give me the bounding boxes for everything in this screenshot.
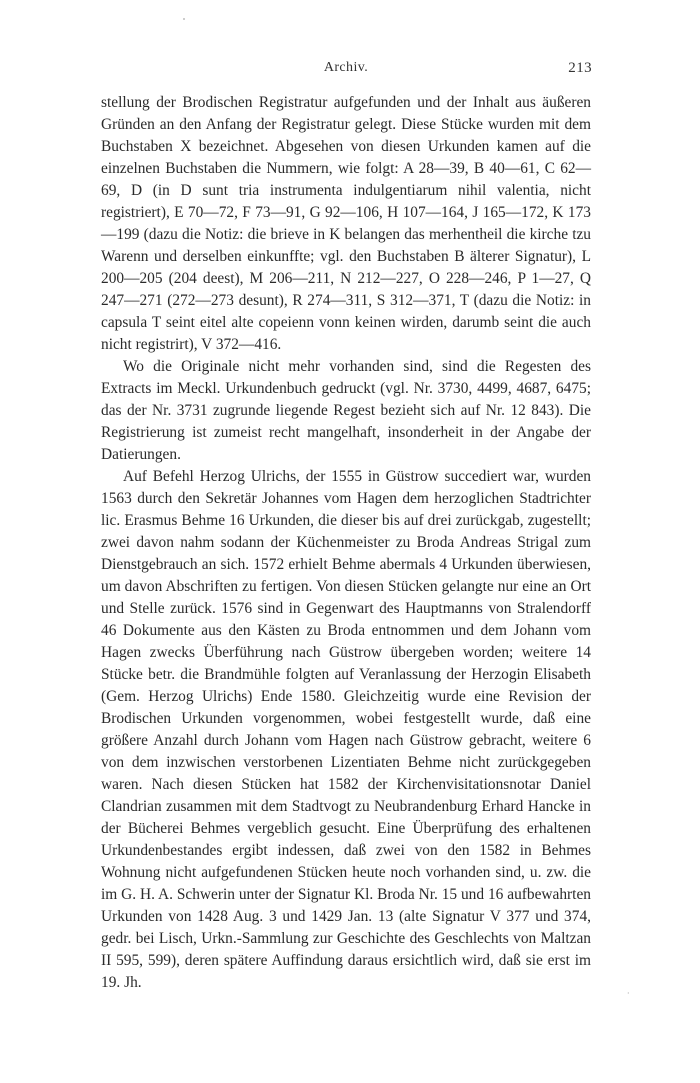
running-title: Archiv. xyxy=(323,60,369,75)
scan-speck xyxy=(183,18,185,20)
scan-speck: · xyxy=(627,989,630,998)
paragraph-herzog-ulrich: Auf Befehl Herzog Ulrichs, der 1555 in Güstrow succediert war, wurden 1563 durch den Sekretär Johannes vom Hagen dem herzoglichen Stadtrichter lic. Erasmus Behme 16 Urkunden, die dieser bis auf drei zurückgab, zugestellt; zwei davon nahm sodann der Küchenmeister zu Broda Andreas Strigal zum Dienstgebrauch an sich. 1572 erhielt Behme abermals 4 Urkunden überwiesen, um davon Abschriften zu fertigen. Von diesen Stücken gelangte nur eine an Ort und Stelle zurück. 1576 sind in Gegenwart des Hauptmanns von Stralendorff 46 Dokumente aus den Kästen zu Broda entnommen und dem Johann vom Hagen zwecks Überführung nach Güstrow übergeben worden; weitere 14 Stücke betr. die Brandmühle folgten auf Veranlassung der Herzogin Elisabeth (Gem. Herzog Ulrichs) Ende 1580. Gleichzeitig wurde eine Revision der Brodischen Urkunden vorgenommen, wobei festgestellt wurde, daß eine größere Anzahl durch Johann vom Hagen nach Güstrow gebracht, weitere 6 von dem inzwischen verstorbenen Lizentiaten Behme nicht zurückgegeben waren. Nach diesen Stücken hat 1582 der Kirchenvisitationsnotar Daniel Clandrian zusammen mit dem Stadtvogt zu Neubrandenburg Erhard Hancke in der Bücherei Behmes vergeblich gesucht. Eine Überprüfung des erhaltenen Urkundenbestandes ergibt indessen, daß zwei von den 1582 in Behmes Wohnung nicht aufgefundenen Stücken heute noch vorhanden sind, u. zw. die im G. H. A. Schwerin unter der Signatur Kl. Broda Nr. 15 und 16 aufbewahrten Urkunden von 1428 Aug. 3 und 1429 Jan. 13 (alte Signatur V 377 und 374, gedr. bei Lisch, Urkn.-Sammlung zur Geschichte des Geschlechts von Maltzan II 595, 599), deren spätere Auffindung daraus ersichtlich wird, daß sie erst im 19. Jh. xyxy=(101,468,591,991)
page-number: 213 xyxy=(568,60,592,76)
body-text xyxy=(101,92,591,994)
paragraph-regesten: Wo die Originale nicht mehr vorhanden sind, sind die Regesten des Extracts im Meckl. Urkundenbuch gedruckt (vgl. Nr. 3730, 4499, 4687, 6475; das der Nr. 3731 zugrunde liegende Regest bezieht sich auf Nr. 12 843). Die Registrierung ist zumeist recht mangelhaft, insonderheit in der Angabe der Datierungen. xyxy=(101,358,591,463)
running-header xyxy=(100,60,592,82)
paragraph-continuation: stellung der Brodischen Registratur aufgefunden und der Inhalt aus äußeren Gründen an den Anfang der Registratur gelegt. Diese Stücke wurden mit dem Buchstaben X bezeichnet. Abgesehen von diesen Urkunden kamen auf die einzelnen Buchstaben die Nummern, wie folgt: A 28—39, B 40—61, C 62—69, D (in D sunt tria instrumenta indulgentiarum nihil valentia, nicht registriert), E 70—72, F 73—91, G 92—106, H 107—164, J 165—172, K 173—199 (dazu die Notiz: die brieve in K belangen das merhentheil die kirche tzu Warenn und derselben einkunffte; vgl. den Buchstaben B älterer Signatur), L 200—205 (204 deest), M 206—211, N 212—227, O 228—246, P 1—27, Q 247—271 (272—273 desunt), R 274—311, S 312—371, T (dazu die Notiz: in capsula T seint eitel alte copeienn vonn keinen wirden, darumb seint die auch nicht registrirt), V 372—416. xyxy=(101,94,591,353)
